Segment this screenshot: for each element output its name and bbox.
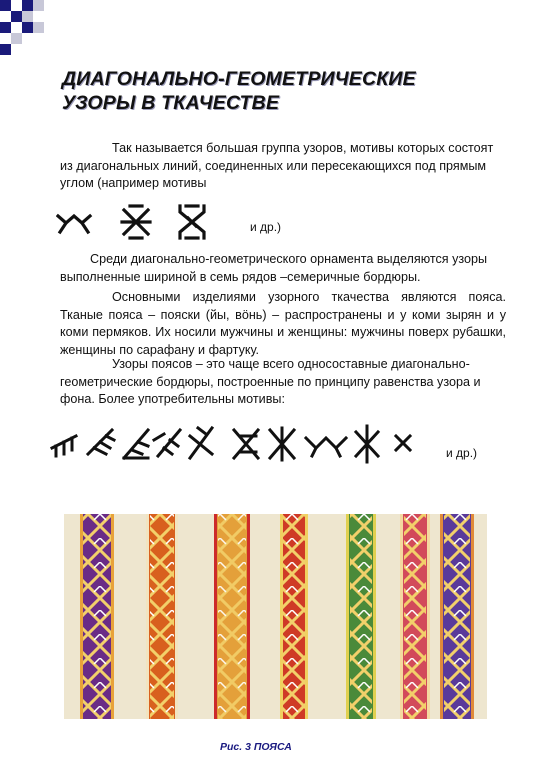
figure-caption: Рис. 3 ПОЯСА: [220, 741, 292, 753]
corner-square: [33, 22, 44, 33]
corner-square: [11, 11, 22, 22]
motif-double-cross: [122, 206, 150, 238]
motif-comb-2: [88, 430, 114, 454]
corner-decoration: [0, 0, 60, 56]
belt-7: [440, 514, 474, 719]
title-line-1: ДИАГОНАЛЬНО-ГЕОМЕТРИЧЕСКИЕ: [62, 68, 416, 90]
motif-hooked-cross: [180, 206, 204, 238]
paragraph-belt-patterns-text: Узоры поясов – это чаще всего односоставные диагонально-геометрические бордюры, построенные по принципу равенства узора и фона. Более употребительны мотивы:: [60, 357, 481, 406]
paragraph-intro-text: Так называется большая группа узоров, мотивы которых состоят из диагональных линий, соединенных или пересекающихся под прямым углом (например мотивы: [60, 141, 494, 190]
corner-square: [0, 22, 11, 33]
page-title: [62, 67, 502, 115]
paragraph-intro: [60, 140, 506, 193]
motifs-1-tail: и др.): [250, 220, 282, 234]
motif-comb-3: [124, 430, 148, 458]
corner-square: [22, 22, 33, 33]
paragraph-belt-patterns: [60, 356, 506, 409]
belt-4: [280, 514, 308, 719]
motif-comb-1: [52, 436, 76, 456]
motifs-2-tail: и др.): [446, 446, 478, 460]
motif-examples-2: [50, 424, 420, 464]
corner-square: [22, 11, 33, 22]
motif-comb-5: [190, 428, 212, 458]
title-line-2: УЗОРЫ В ТКАЧЕСТВЕ: [62, 92, 280, 114]
motif-zigzag-2: [306, 438, 346, 456]
motif-comb-4: [154, 430, 180, 456]
corner-square: [33, 0, 44, 11]
motif-examples-1: [56, 204, 246, 246]
belts-photo: [64, 514, 487, 719]
motif-cross-2: [356, 426, 378, 462]
corner-square: [0, 44, 11, 55]
belt-5: [346, 514, 376, 719]
motif-comb-7: [270, 428, 294, 460]
motif-comb-6: [234, 430, 258, 458]
motif-x-small: [396, 436, 410, 450]
motif-zigzag-x: [58, 216, 90, 232]
corner-square: [0, 0, 11, 11]
corner-square: [11, 33, 22, 44]
belt-2: [146, 514, 178, 719]
corner-square: [22, 0, 33, 11]
belt-1: [80, 514, 114, 719]
paragraph-seven-row: [60, 251, 506, 286]
paragraph-seven-row-text: Среди диагонально-геометрического орнамента выделяются узоры выполненные шириной в семь рядов –семеричные бордюры.: [60, 252, 488, 284]
paragraph-belts-text: Основными изделиями узорного ткачества являются пояса. Тканые пояса – пояски (йы, вöнь) – распространены и у коми зырян и у коми пермяков. Их носили мужчины и женщины: мужчины поверх рубашки, женщины по сарафану и фартуку.: [60, 290, 506, 357]
belts-image: [64, 514, 487, 719]
paragraph-belts: [60, 289, 506, 359]
belt-3: [214, 514, 250, 719]
belt-6: [400, 514, 430, 719]
